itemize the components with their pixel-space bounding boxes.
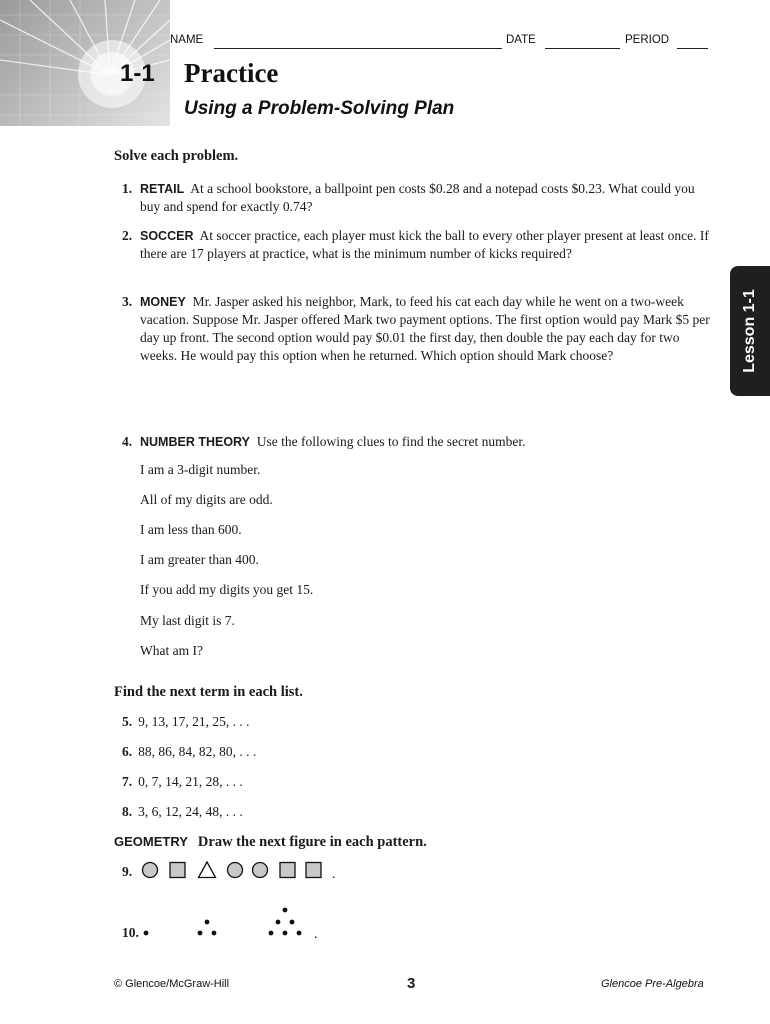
dot [283, 908, 288, 913]
problem-9-number: 9. [122, 864, 133, 879]
sequence-item [122, 774, 243, 790]
problem-text: Use the following clues to find the secret number. [256, 434, 526, 449]
page-subtitle: Using a Problem-Solving Plan [184, 98, 455, 119]
period-line[interactable] [677, 48, 708, 49]
dot [269, 931, 274, 936]
triangle-shape [199, 862, 216, 878]
date-line[interactable] [545, 48, 620, 49]
problem-text: At a school bookstore, a ballpoint pen costs $0.28 and a notepad costs $0.23. What could you buy and spend for exactly 0.74? [140, 181, 695, 214]
footer-publisher: © Glencoe/McGraw-Hill [114, 978, 230, 990]
geometry-heading [114, 834, 427, 851]
sequence-text: 9, 13, 17, 21, 25, . . . [138, 714, 250, 729]
name-line[interactable] [214, 48, 502, 49]
sequence-item [122, 714, 250, 730]
geometry-topic: GEOMETRY [114, 834, 188, 849]
problem-text: At soccer practice, each player must kick the ball to every other player present at least once. If there are 17 players at practice, what is the minimum number of kicks required? [140, 228, 709, 261]
problem-number: 1. [122, 181, 133, 196]
dot [283, 931, 288, 936]
clue-line: I am less than 600. [140, 522, 242, 537]
lesson-number: 1-1 [120, 60, 155, 87]
item-number: 6. [122, 744, 133, 759]
problem-1 [122, 180, 714, 216]
sequence-text: 88, 86, 84, 82, 80, . . . [138, 744, 257, 759]
section-instruction: Find the next term in each list. [114, 684, 303, 700]
problem-topic: MONEY [140, 295, 186, 309]
problem-topic: NUMBER THEORY [140, 435, 250, 449]
section-instruction: Solve each problem. [114, 148, 239, 164]
shape-pattern [138, 858, 348, 886]
clue-line: I am greater than 400. [140, 552, 259, 567]
dot [212, 931, 217, 936]
circle-shape [253, 863, 268, 878]
lesson-tab [730, 266, 770, 396]
item-number: 8. [122, 804, 133, 819]
problem-10-number: 10. [122, 925, 139, 940]
clue-line: I am a 3-digit number. [140, 462, 261, 477]
dot [205, 920, 210, 925]
problem-2 [122, 227, 714, 263]
name-label: NAME [170, 34, 204, 46]
sequence-item [122, 744, 256, 760]
dot-pattern [138, 902, 328, 942]
dot [290, 920, 295, 925]
square-shape [306, 863, 321, 878]
problem-number: 3. [122, 294, 133, 309]
clue-line: If you add my digits you get 15. [140, 582, 314, 597]
item-number: 7. [122, 774, 133, 789]
problem-4 [122, 433, 714, 451]
period-label: PERIOD [625, 34, 670, 46]
problem-topic: SOCCER [140, 229, 194, 243]
geometry-instruction: Draw the next figure in each pattern. [197, 834, 427, 850]
dot [276, 920, 281, 925]
square-shape [280, 863, 295, 878]
lesson-tab-label: Lesson 1-1 [741, 289, 758, 373]
clue-question: What am I? [140, 643, 203, 658]
square-shape [170, 863, 185, 878]
dot [297, 931, 302, 936]
clue-line: My last digit is 7. [140, 613, 235, 628]
pattern-period: . [314, 927, 318, 942]
item-number: 5. [122, 714, 133, 729]
dot [198, 931, 203, 936]
problem-number: 2. [122, 228, 133, 243]
page-number: 3 [407, 975, 416, 992]
problem-text: Mr. Jasper asked his neighbor, Mark, to feed his cat each day while he went on a two-week vacation. Suppose Mr. Jasper offered Mark two payment options. The first option would pay Mark $5 per day up front. The second option would pay $0.01 the first day, then double the pay each day for two weeks. He would pay this option when he returned. Which option should Mark choose? [140, 294, 710, 363]
sequence-text: 0, 7, 14, 21, 28, . . . [138, 774, 243, 789]
page-title: Practice [184, 58, 279, 88]
problem-3 [122, 293, 714, 365]
sequence-text: 3, 6, 12, 24, 48, . . . [138, 804, 243, 819]
problem-number: 4. [122, 434, 133, 449]
circle-shape [143, 863, 158, 878]
clue-line: All of my digits are odd. [140, 492, 273, 507]
circle-shape [228, 863, 243, 878]
problem-topic: RETAIL [140, 182, 185, 196]
footer-book: Glencoe Pre-Algebra [601, 978, 704, 990]
dot [144, 931, 149, 936]
date-label: DATE [506, 34, 536, 46]
sequence-item [122, 804, 243, 820]
pattern-period: . [332, 867, 336, 882]
